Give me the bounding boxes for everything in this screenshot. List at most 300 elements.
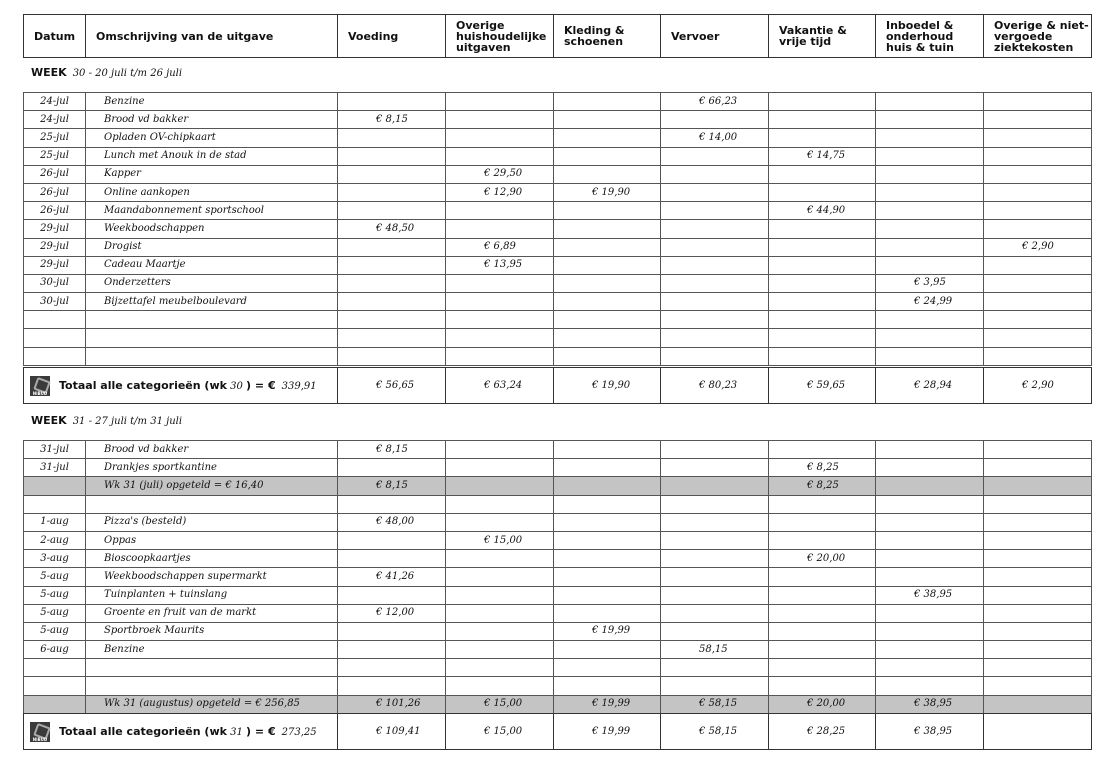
table-row — [24, 531, 1092, 549]
date-cell: 26-jul — [24, 165, 86, 183]
total-amount-cell: € 109,41 — [338, 714, 446, 750]
amount-cell: € 14,00 — [661, 129, 769, 147]
amount-cell — [554, 238, 661, 256]
amount-cell — [554, 256, 661, 274]
amount-cell — [876, 568, 984, 586]
amount-cell: € 19,99 — [554, 622, 661, 640]
amount-cell — [554, 93, 661, 111]
table-row — [24, 329, 1092, 347]
amount-cell — [769, 586, 876, 604]
amount-cell — [661, 274, 769, 292]
amount-cell — [338, 256, 446, 274]
amount-cell — [876, 311, 984, 329]
column-header: Datum — [24, 15, 86, 58]
amount-cell — [984, 441, 1092, 459]
amount-cell — [876, 441, 984, 459]
amount-cell — [661, 459, 769, 477]
amount-cell — [446, 477, 554, 495]
table-row — [24, 622, 1092, 640]
amount-cell — [769, 659, 876, 677]
amount-cell — [661, 329, 769, 347]
description-cell: Wk 31 (juli) opgeteld = € 16,40 — [86, 477, 338, 495]
week-word: WEEK — [31, 66, 67, 79]
amount-cell — [338, 293, 446, 311]
table-row — [24, 347, 1092, 365]
table-row — [24, 311, 1092, 329]
table-row — [24, 677, 1092, 695]
amount-cell — [338, 202, 446, 220]
date-cell: 5-aug — [24, 586, 86, 604]
amount-cell — [769, 183, 876, 201]
amount-cell — [661, 659, 769, 677]
amount-cell: € 2,90 — [984, 238, 1092, 256]
amount-cell — [876, 111, 984, 129]
amount-cell — [769, 513, 876, 531]
date-cell: 5-aug — [24, 604, 86, 622]
amount-cell — [338, 165, 446, 183]
amount-cell — [769, 129, 876, 147]
amount-cell: € 3,95 — [876, 274, 984, 292]
amount-cell — [338, 147, 446, 165]
amount-cell — [984, 604, 1092, 622]
total-amount-cell: € 19,99 — [554, 714, 661, 750]
amount-cell — [876, 531, 984, 549]
table-row — [24, 238, 1092, 256]
total-label-cell — [24, 368, 338, 404]
description-cell: Benzine — [86, 93, 338, 111]
description-cell — [86, 347, 338, 365]
amount-cell — [338, 274, 446, 292]
amount-cell — [554, 604, 661, 622]
table-row — [24, 202, 1092, 220]
description-cell: Weekboodschappen supermarkt — [86, 568, 338, 586]
amount-cell — [876, 677, 984, 695]
date-cell — [24, 347, 86, 365]
description-cell: Lunch met Anouk in de stad — [86, 147, 338, 165]
description-cell: Opladen OV-chipkaart — [86, 129, 338, 147]
amount-cell — [876, 641, 984, 659]
amount-cell — [661, 293, 769, 311]
description-cell: Groente en fruit van de markt — [86, 604, 338, 622]
amount-cell — [984, 165, 1092, 183]
amount-cell — [876, 513, 984, 531]
amount-cell — [446, 441, 554, 459]
amount-cell — [446, 622, 554, 640]
amount-cell: 58,15 — [661, 641, 769, 659]
amount-cell — [554, 586, 661, 604]
table-row — [24, 604, 1092, 622]
amount-cell — [661, 604, 769, 622]
amount-cell — [769, 238, 876, 256]
amount-cell — [876, 129, 984, 147]
week-range: 31 - 27 juli t/m 31 juli — [72, 416, 183, 427]
table-row — [24, 293, 1092, 311]
amount-cell — [446, 111, 554, 129]
description-cell: Tuinplanten + tuinslang — [86, 586, 338, 604]
amount-cell — [554, 202, 661, 220]
table-row — [24, 111, 1092, 129]
week-31-total-row — [23, 713, 1092, 750]
date-cell — [24, 677, 86, 695]
column-header: Overige huishoudelijke uitgaven — [446, 15, 554, 58]
amount-cell — [984, 183, 1092, 201]
description-cell — [86, 659, 338, 677]
amount-cell — [984, 347, 1092, 365]
amount-cell — [984, 513, 1092, 531]
date-cell — [24, 659, 86, 677]
amount-cell — [446, 329, 554, 347]
week-30-label — [31, 66, 182, 79]
table-row — [24, 586, 1092, 604]
amount-cell: € 58,15 — [661, 695, 769, 713]
amount-cell — [661, 477, 769, 495]
amount-cell — [876, 347, 984, 365]
amount-cell — [769, 604, 876, 622]
date-cell: 25-jul — [24, 147, 86, 165]
amount-cell — [446, 513, 554, 531]
amount-cell — [338, 329, 446, 347]
subtotal-row — [24, 695, 1092, 713]
total-separator: ) = € — [246, 378, 276, 392]
week-30-total-row — [23, 367, 1092, 404]
amount-cell: € 24,99 — [876, 293, 984, 311]
total-amount-cell: € 63,24 — [446, 368, 554, 404]
table-row — [24, 659, 1092, 677]
amount-cell — [338, 238, 446, 256]
amount-cell: € 13,95 — [446, 256, 554, 274]
description-cell: Benzine — [86, 641, 338, 659]
amount-cell — [661, 550, 769, 568]
amount-cell — [554, 441, 661, 459]
amount-cell — [338, 659, 446, 677]
total-value: 339,91 — [281, 380, 317, 392]
amount-cell: € 8,15 — [338, 477, 446, 495]
total-amount-cell: € 56,65 — [338, 368, 446, 404]
amount-cell: € 20,00 — [769, 550, 876, 568]
amount-cell — [984, 202, 1092, 220]
total-label: Totaal alle categorieën (wk — [59, 724, 227, 738]
amount-cell — [876, 550, 984, 568]
amount-cell: € 66,23 — [661, 93, 769, 111]
amount-cell — [554, 513, 661, 531]
amount-cell — [554, 274, 661, 292]
week-31-table — [23, 440, 1092, 714]
date-cell — [24, 477, 86, 495]
amount-cell — [984, 256, 1092, 274]
amount-cell: € 48,00 — [338, 513, 446, 531]
amount-cell — [446, 586, 554, 604]
amount-cell — [876, 477, 984, 495]
amount-cell — [554, 165, 661, 183]
amount-cell — [446, 202, 554, 220]
amount-cell — [554, 220, 661, 238]
date-cell: 29-jul — [24, 238, 86, 256]
amount-cell — [661, 311, 769, 329]
amount-cell: € 101,26 — [338, 695, 446, 713]
amount-cell — [338, 677, 446, 695]
table-row — [24, 441, 1092, 459]
amount-cell — [984, 129, 1092, 147]
amount-cell — [446, 459, 554, 477]
nibud-logo-icon — [30, 722, 50, 742]
amount-cell — [984, 550, 1092, 568]
amount-cell — [769, 165, 876, 183]
amount-cell: € 8,25 — [769, 459, 876, 477]
amount-cell — [876, 220, 984, 238]
amount-cell — [446, 147, 554, 165]
amount-cell — [338, 641, 446, 659]
table-row — [24, 256, 1092, 274]
description-cell: Cadeau Maartje — [86, 256, 338, 274]
amount-cell — [554, 129, 661, 147]
description-cell: Brood vd bakker — [86, 441, 338, 459]
date-cell — [24, 329, 86, 347]
amount-cell — [769, 293, 876, 311]
table-row — [24, 568, 1092, 586]
date-cell: 1-aug — [24, 513, 86, 531]
amount-cell — [446, 274, 554, 292]
amount-cell — [338, 129, 446, 147]
amount-cell — [446, 550, 554, 568]
total-amount-cell: € 59,65 — [769, 368, 876, 404]
amount-cell: € 44,90 — [769, 202, 876, 220]
amount-cell — [769, 568, 876, 586]
date-cell: 5-aug — [24, 622, 86, 640]
amount-cell — [554, 311, 661, 329]
amount-cell: € 12,90 — [446, 183, 554, 201]
total-week-number: 30 — [230, 380, 243, 392]
table-row — [24, 129, 1092, 147]
amount-cell — [661, 183, 769, 201]
week-30-table — [23, 92, 1092, 366]
total-amount-cell: € 28,94 — [876, 368, 984, 404]
date-cell: 5-aug — [24, 568, 86, 586]
amount-cell — [554, 477, 661, 495]
amount-cell — [984, 147, 1092, 165]
amount-cell — [554, 677, 661, 695]
amount-cell — [984, 659, 1092, 677]
description-cell: Oppas — [86, 531, 338, 549]
column-header: Kleding & schoenen — [554, 15, 661, 58]
amount-cell — [554, 293, 661, 311]
total-amount-cell: € 58,15 — [661, 714, 769, 750]
amount-cell — [554, 568, 661, 586]
amount-cell: € 8,15 — [338, 111, 446, 129]
amount-cell — [661, 568, 769, 586]
description-cell: Sportbroek Maurits — [86, 622, 338, 640]
date-cell — [24, 695, 86, 713]
amount-cell — [661, 111, 769, 129]
amount-cell — [338, 550, 446, 568]
amount-cell — [661, 256, 769, 274]
amount-cell — [984, 568, 1092, 586]
amount-cell — [554, 347, 661, 365]
total-amount-cell: € 2,90 — [984, 368, 1092, 404]
column-header: Vakantie & vrije tijd — [769, 15, 876, 58]
column-header: Voeding — [338, 15, 446, 58]
subtotal-row — [24, 477, 1092, 495]
amount-cell — [554, 111, 661, 129]
amount-cell — [446, 495, 554, 513]
date-cell: 31-jul — [24, 459, 86, 477]
amount-cell — [661, 441, 769, 459]
date-cell: 26-jul — [24, 183, 86, 201]
amount-cell — [446, 129, 554, 147]
amount-cell — [338, 311, 446, 329]
table-row — [24, 183, 1092, 201]
amount-cell — [769, 220, 876, 238]
amount-cell — [769, 93, 876, 111]
amount-cell — [984, 622, 1092, 640]
amount-cell — [984, 311, 1092, 329]
date-cell: 2-aug — [24, 531, 86, 549]
amount-cell — [876, 165, 984, 183]
table-row — [24, 274, 1092, 292]
amount-cell: € 8,25 — [769, 477, 876, 495]
amount-cell — [876, 256, 984, 274]
amount-cell — [876, 93, 984, 111]
date-cell: 30-jul — [24, 293, 86, 311]
amount-cell — [338, 531, 446, 549]
table-row — [24, 495, 1092, 513]
amount-cell — [984, 477, 1092, 495]
amount-cell — [984, 495, 1092, 513]
description-cell — [86, 311, 338, 329]
amount-cell — [876, 604, 984, 622]
amount-cell: € 19,99 — [554, 695, 661, 713]
amount-cell — [876, 329, 984, 347]
date-cell: 26-jul — [24, 202, 86, 220]
amount-cell — [876, 459, 984, 477]
amount-cell — [554, 659, 661, 677]
total-amount-cell: € 38,95 — [876, 714, 984, 750]
amount-cell — [661, 531, 769, 549]
amount-cell: € 15,00 — [446, 531, 554, 549]
amount-cell — [554, 495, 661, 513]
amount-cell — [769, 256, 876, 274]
description-cell: Pizza's (besteld) — [86, 513, 338, 531]
total-amount-cell: € 15,00 — [446, 714, 554, 750]
week-31-label — [31, 414, 182, 427]
week-word: WEEK — [31, 414, 67, 427]
description-cell: Bioscoopkaartjes — [86, 550, 338, 568]
column-header: Inboedel & onderhoud huis & tuin — [876, 15, 984, 58]
amount-cell — [554, 641, 661, 659]
amount-cell — [446, 347, 554, 365]
total-label: Totaal alle categorieën (wk — [59, 378, 227, 392]
amount-cell — [769, 622, 876, 640]
amount-cell — [769, 641, 876, 659]
description-cell: Wk 31 (augustus) opgeteld = € 256,85 — [86, 695, 338, 713]
column-header-table — [23, 14, 1092, 58]
table-row — [24, 513, 1092, 531]
amount-cell — [338, 495, 446, 513]
amount-cell: € 12,00 — [338, 604, 446, 622]
column-header: Vervoer — [661, 15, 769, 58]
amount-cell — [876, 238, 984, 256]
amount-cell — [446, 220, 554, 238]
amount-cell: € 8,15 — [338, 441, 446, 459]
amount-cell — [769, 441, 876, 459]
amount-cell — [984, 329, 1092, 347]
amount-cell — [661, 202, 769, 220]
amount-cell — [769, 347, 876, 365]
date-cell: 3-aug — [24, 550, 86, 568]
date-cell — [24, 495, 86, 513]
amount-cell — [769, 531, 876, 549]
description-cell — [86, 329, 338, 347]
amount-cell — [984, 274, 1092, 292]
amount-cell — [661, 220, 769, 238]
amount-cell: € 6,89 — [446, 238, 554, 256]
total-label-cell — [24, 714, 338, 750]
column-header: Overige & niet-vergoede ziektekosten — [984, 15, 1092, 58]
table-row — [24, 147, 1092, 165]
amount-cell — [446, 659, 554, 677]
amount-cell — [876, 659, 984, 677]
date-cell: 31-jul — [24, 441, 86, 459]
column-header: Omschrijving van de uitgave — [86, 15, 338, 58]
total-amount-cell — [984, 714, 1092, 750]
description-cell — [86, 677, 338, 695]
table-row — [24, 93, 1092, 111]
amount-cell: € 14,75 — [769, 147, 876, 165]
amount-cell: € 20,00 — [769, 695, 876, 713]
amount-cell — [876, 202, 984, 220]
amount-cell — [984, 220, 1092, 238]
amount-cell — [661, 513, 769, 531]
amount-cell — [984, 531, 1092, 549]
date-cell: 24-jul — [24, 93, 86, 111]
amount-cell — [984, 695, 1092, 713]
description-cell — [86, 495, 338, 513]
date-cell — [24, 311, 86, 329]
table-row — [24, 641, 1092, 659]
nibud-logo-icon — [30, 376, 50, 396]
table-row — [24, 220, 1092, 238]
amount-cell — [661, 238, 769, 256]
date-cell: 30-jul — [24, 274, 86, 292]
amount-cell — [876, 495, 984, 513]
total-separator: ) = € — [246, 724, 276, 738]
table-row — [24, 550, 1092, 568]
amount-cell: € 38,95 — [876, 586, 984, 604]
amount-cell — [661, 677, 769, 695]
amount-cell — [769, 311, 876, 329]
amount-cell — [554, 550, 661, 568]
amount-cell: € 41,26 — [338, 568, 446, 586]
amount-cell — [769, 329, 876, 347]
description-cell: Drankjes sportkantine — [86, 459, 338, 477]
amount-cell — [661, 347, 769, 365]
amount-cell — [554, 147, 661, 165]
amount-cell — [338, 183, 446, 201]
amount-cell: € 19,90 — [554, 183, 661, 201]
total-amount-cell: € 80,23 — [661, 368, 769, 404]
amount-cell — [446, 604, 554, 622]
amount-cell — [446, 677, 554, 695]
date-cell: 25-jul — [24, 129, 86, 147]
amount-cell: € 48,50 — [338, 220, 446, 238]
amount-cell — [876, 183, 984, 201]
amount-cell — [769, 495, 876, 513]
amount-cell — [984, 293, 1092, 311]
amount-cell — [446, 293, 554, 311]
date-cell: 29-jul — [24, 256, 86, 274]
description-cell: Brood vd bakker — [86, 111, 338, 129]
amount-cell — [554, 329, 661, 347]
amount-cell — [769, 677, 876, 695]
